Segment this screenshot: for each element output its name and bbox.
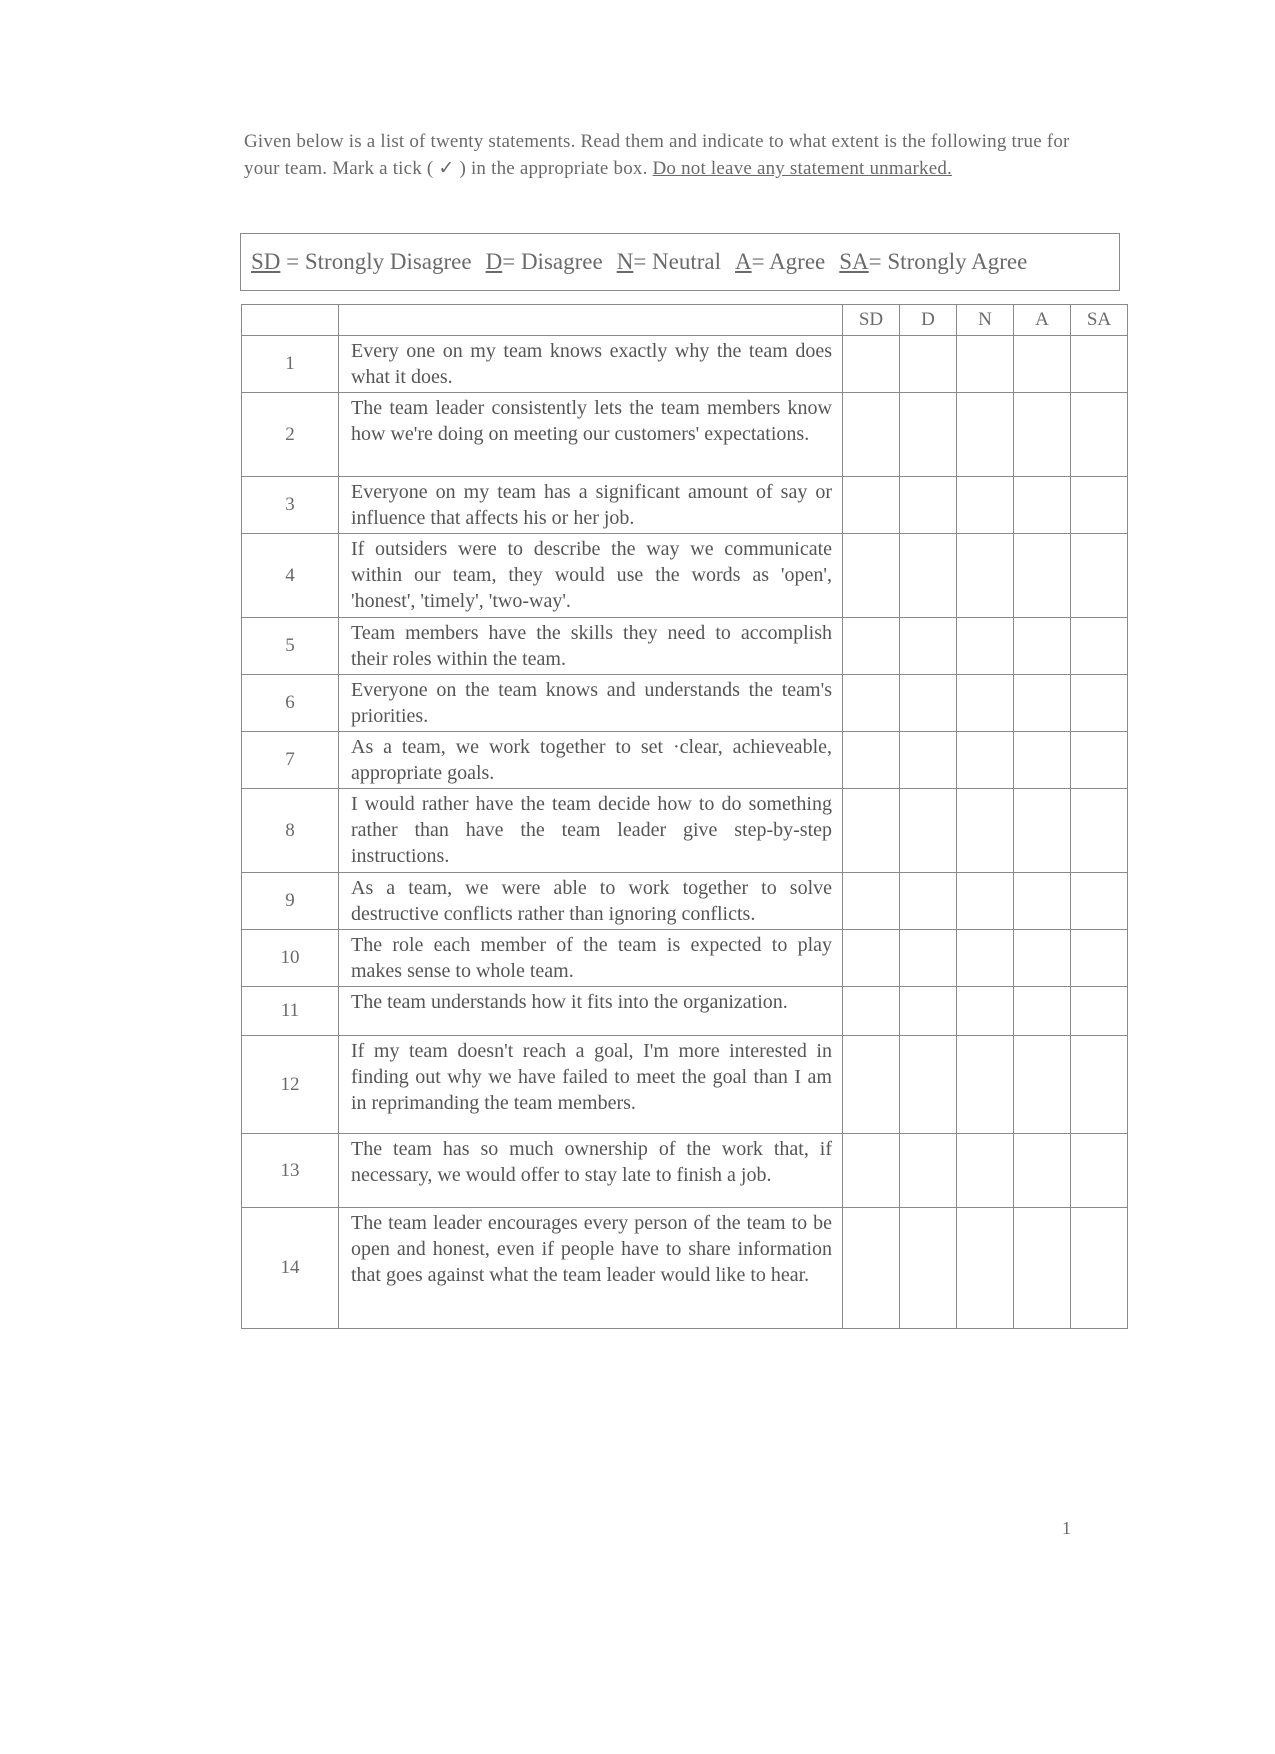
legend-meaning: = Strongly Agree [868,249,1028,274]
table-row [242,789,1128,873]
rating-box-sa[interactable] [1071,393,1128,477]
statement-number: 2 [242,393,339,477]
rating-box-sd[interactable] [843,393,900,477]
rating-box-sd[interactable] [843,732,900,789]
legend-item [617,249,721,275]
rating-box-sd[interactable] [843,336,900,393]
statement-text: The role each member of the team is expected to play makes sense to whole team. [339,930,843,987]
table-row [242,987,1128,1036]
statement-text: If my team doesn't reach a goal, I'm more interested in finding out why we have failed to meet the goal than I am in reprimanding the team members. [339,1036,843,1134]
legend-meaning: = Agree [751,249,826,274]
statement-number: 9 [242,873,339,930]
statement-text: I would rather have the team decide how to do something rather than have the team leader give step-by-step instructions. [339,789,843,873]
statement-text: The team leader consistently lets the team members know how we're doing on meeting our customers' expectations. [339,393,843,477]
table-row [242,336,1128,393]
rating-box-d[interactable] [900,1036,957,1134]
rating-box-d[interactable] [900,336,957,393]
rating-box-n[interactable] [957,1134,1014,1208]
rating-box-d[interactable] [900,1134,957,1208]
rating-box-n[interactable] [957,477,1014,534]
legend-item [735,249,825,275]
table-row [242,675,1128,732]
legend-item [251,249,472,275]
rating-box-sd[interactable] [843,675,900,732]
statement-number: 8 [242,789,339,873]
rating-box-sd[interactable] [843,618,900,675]
rating-box-d[interactable] [900,393,957,477]
statement-number: 12 [242,1036,339,1134]
rating-box-sa[interactable] [1071,618,1128,675]
legend-item [839,249,1027,275]
statement-text: If outsiders were to describe the way we communicate within our team, they would use the words as 'open', 'honest', 'timely', 'two-way'. [339,534,843,618]
rating-box-a[interactable] [1014,789,1071,873]
tick-icon: ✓ [438,158,455,179]
rating-box-sd[interactable] [843,873,900,930]
legend-abbreviation: SA [839,249,869,274]
rating-box-sa[interactable] [1071,1036,1128,1134]
header-rating-a: A [1014,305,1071,336]
rating-box-sa[interactable] [1071,789,1128,873]
legend-item [486,249,603,275]
table-row [242,534,1128,618]
statement-number: 3 [242,477,339,534]
rating-box-n[interactable] [957,930,1014,987]
instructions-paragraph [244,128,1074,182]
table-row [242,1036,1128,1134]
table-row [242,1208,1128,1329]
rating-box-d[interactable] [900,930,957,987]
rating-box-n[interactable] [957,789,1014,873]
rating-box-n[interactable] [957,336,1014,393]
legend-abbreviation: A [735,249,752,274]
statement-text: Everyone on my team has a significant amount of say or influence that affects his or her job. [339,477,843,534]
rating-box-a[interactable] [1014,1208,1071,1329]
page-number: 1 [1062,1518,1071,1538]
statement-number: 10 [242,930,339,987]
rating-box-a[interactable] [1014,534,1071,618]
rating-box-sa[interactable] [1071,1208,1128,1329]
rating-legend [240,233,1120,291]
rating-box-n[interactable] [957,732,1014,789]
statement-number: 6 [242,675,339,732]
table-row [242,393,1128,477]
rating-box-a[interactable] [1014,393,1071,477]
rating-box-sa[interactable] [1071,732,1128,789]
header-rating-sa: SA [1071,305,1128,336]
legend-meaning: = Strongly Disagree [280,249,472,274]
rating-box-sa[interactable] [1071,675,1128,732]
rating-box-n[interactable] [957,873,1014,930]
rating-box-a[interactable] [1014,477,1071,534]
instructions-text-continued: ) in the appropriate box. [454,158,653,179]
survey-table [241,304,1128,1329]
table-row [242,477,1128,534]
rating-box-d[interactable] [900,732,957,789]
rating-box-a[interactable] [1014,336,1071,393]
rating-box-a[interactable] [1014,618,1071,675]
statement-number: 1 [242,336,339,393]
statement-text: Team members have the skills they need to accomplish their roles within the team. [339,618,843,675]
statement-text: Everyone on the team knows and understands the team's priorities. [339,675,843,732]
rating-box-n[interactable] [957,1208,1014,1329]
table-row [242,618,1128,675]
rating-box-d[interactable] [900,675,957,732]
rating-box-sa[interactable] [1071,873,1128,930]
statement-number: 7 [242,732,339,789]
statement-text: The team understands how it fits into the organization. [339,987,843,1036]
rating-box-d[interactable] [900,789,957,873]
rating-box-sd[interactable] [843,1208,900,1329]
rating-box-a[interactable] [1014,873,1071,930]
table-header-row [242,305,1128,336]
rating-box-d[interactable] [900,477,957,534]
rating-box-d[interactable] [900,873,957,930]
rating-box-a[interactable] [1014,987,1071,1036]
legend-abbreviation: SD [251,249,281,274]
survey-table-body [242,336,1128,1329]
rating-box-sa[interactable] [1071,1134,1128,1208]
statement-text: The team leader encourages every person of the team to be open and honest, even if people have to share information that goes against what the team leader would like to hear. [339,1208,843,1329]
statement-text: As a team, we were able to work together to solve destructive conflicts rather than ignoring conflicts. [339,873,843,930]
legend-abbreviation: N [616,249,634,274]
rating-box-sa[interactable] [1071,534,1128,618]
header-statement-cell [339,305,843,336]
rating-box-sd[interactable] [843,1036,900,1134]
rating-box-sd[interactable] [843,987,900,1036]
rating-box-sd[interactable] [843,534,900,618]
rating-box-d[interactable] [900,1208,957,1329]
instructions-warning: Do not leave any statement unmarked. [652,158,953,179]
rating-box-sa[interactable] [1071,987,1128,1036]
statement-number: 14 [242,1208,339,1329]
rating-box-n[interactable] [957,618,1014,675]
header-number-cell [242,305,339,336]
statement-text: Every one on my team knows exactly why the team does what it does. [339,336,843,393]
rating-box-a[interactable] [1014,732,1071,789]
legend-meaning: = Neutral [633,249,721,274]
rating-box-sa[interactable] [1071,930,1128,987]
rating-box-a[interactable] [1014,1036,1071,1134]
statement-number: 11 [242,987,339,1036]
rating-box-sd[interactable] [843,930,900,987]
statement-text: As a team, we work together to set ·clear, achieveable, appropriate goals. [339,732,843,789]
rating-box-n[interactable] [957,534,1014,618]
statement-number: 4 [242,534,339,618]
statement-text: The team has so much ownership of the work that, if necessary, we would offer to stay late to finish a job. [339,1134,843,1208]
rating-box-sa[interactable] [1071,477,1128,534]
table-row [242,1134,1128,1208]
rating-box-d[interactable] [900,618,957,675]
rating-box-sd[interactable] [843,789,900,873]
statement-number: 13 [242,1134,339,1208]
header-rating-sd: SD [843,305,900,336]
header-rating-d: D [900,305,957,336]
rating-box-sa[interactable] [1071,336,1128,393]
rating-box-a[interactable] [1014,1134,1071,1208]
rating-box-n[interactable] [957,675,1014,732]
header-rating-n: N [957,305,1014,336]
legend-meaning: = Disagree [502,249,603,274]
legend-abbreviation: D [485,249,503,274]
rating-box-sd[interactable] [843,1134,900,1208]
instructions-text: Given below is a list of twenty statements. Read them and indicate to what extent is the following true for your team. Mark a tick ( [244,131,1070,179]
rating-box-n[interactable] [957,987,1014,1036]
rating-box-a[interactable] [1014,930,1071,987]
rating-box-n[interactable] [957,1036,1014,1134]
table-row [242,732,1128,789]
rating-box-d[interactable] [900,987,957,1036]
table-row [242,930,1128,987]
rating-box-a[interactable] [1014,675,1071,732]
table-row [242,873,1128,930]
statement-number: 5 [242,618,339,675]
rating-box-sd[interactable] [843,477,900,534]
rating-box-d[interactable] [900,534,957,618]
rating-box-n[interactable] [957,393,1014,477]
